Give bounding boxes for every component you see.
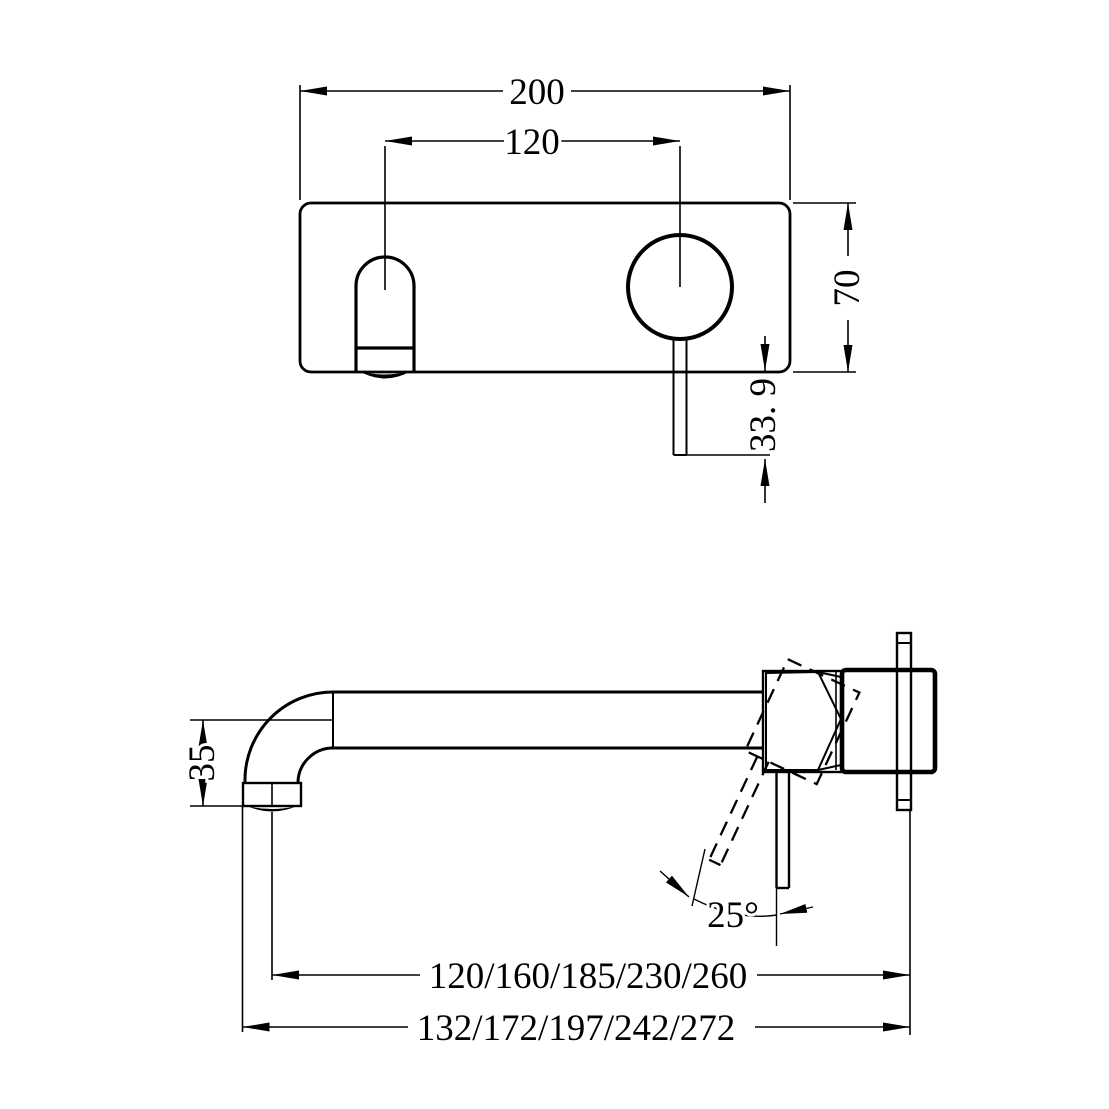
front-view — [300, 72, 868, 503]
dim-label-spout-reach: 120/160/185/230/260 — [428, 955, 748, 997]
dim-spout-reach — [272, 956, 910, 997]
dim-overall-depth — [243, 1008, 911, 1049]
spout-side-profile — [243, 692, 763, 812]
wall-flange — [897, 633, 911, 810]
dim-label-plate-height: 70 — [826, 269, 868, 307]
dim-label-lever-drop: 33. 9 — [742, 378, 784, 452]
dim-lever-drop — [743, 336, 784, 503]
side-view — [182, 633, 935, 1049]
dim-label-outlet-drop: 35 — [181, 744, 223, 782]
dim-plate-height — [793, 203, 868, 372]
spout-outline-front — [356, 146, 414, 379]
dim-label-overall-width: 200 — [509, 71, 565, 113]
dim-label-lever-angle: 25° — [707, 894, 759, 936]
handle-side — [763, 671, 842, 946]
valve-body — [842, 670, 935, 772]
handle-circle-front — [628, 146, 732, 339]
dim-spout-to-handle — [385, 122, 680, 163]
dim-label-spout-to-handle: 120 — [504, 121, 560, 163]
dim-label-overall-depth: 132/172/197/242/272 — [416, 1007, 736, 1049]
